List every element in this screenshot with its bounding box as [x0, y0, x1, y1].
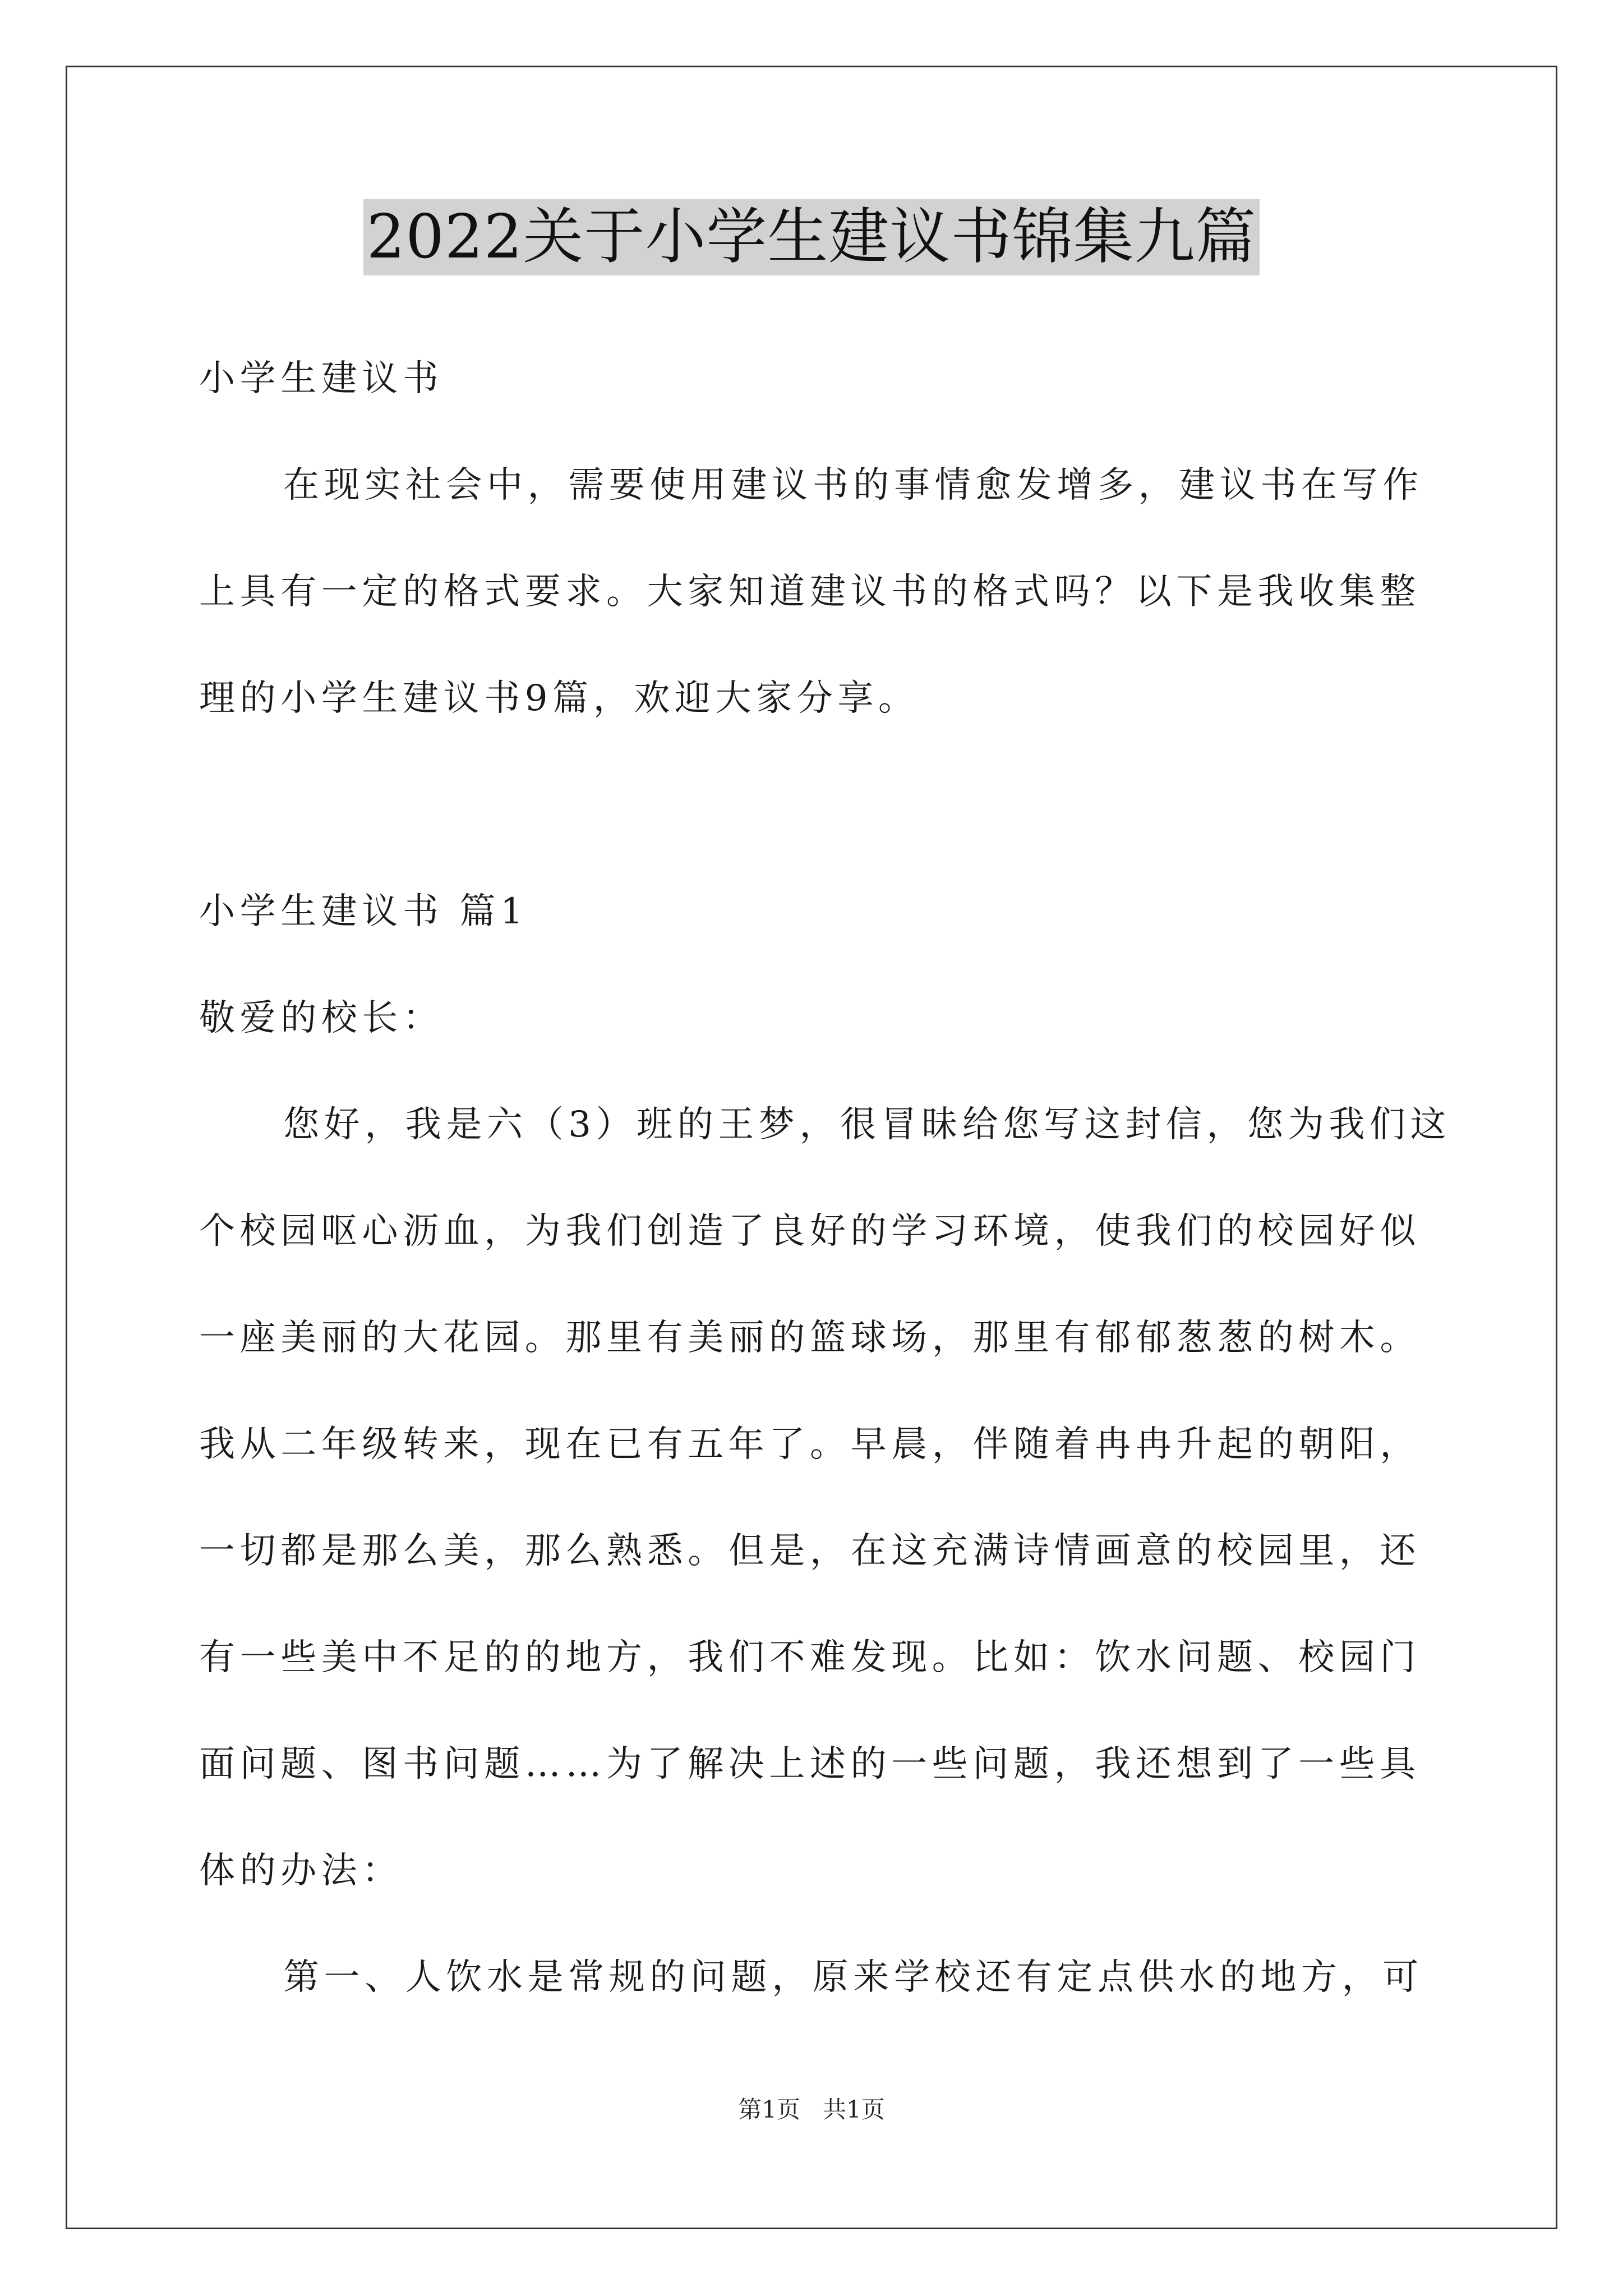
paragraph-line: 一座美丽的大花园。那里有美丽的篮球场，那里有郁郁葱葱的树木。: [199, 1317, 1421, 1359]
title-container: [0, 199, 1623, 275]
section-heading: 小学生建议书: [199, 358, 444, 399]
paragraph-line: 一切都是那么美，那么熟悉。但是，在这充满诗情画意的校园里，还: [199, 1530, 1421, 1572]
paragraph-line: 您好，我是六（3）班的王梦，很冒昧给您写这封信，您为我们这: [283, 1104, 1451, 1145]
paragraph-line: 理的小学生建议书9篇，欢迎大家分享。: [199, 678, 919, 719]
paragraph-line: 在现实社会中，需要使用建议书的事情愈发增多，建议书在写作: [283, 464, 1423, 506]
paragraph-line: 个校园呕心沥血，为我们创造了良好的学习环境，使我们的校园好似: [199, 1211, 1421, 1252]
paragraph-line: 体的办法：: [199, 1850, 403, 1892]
page-number: 第1页: [738, 2096, 800, 2123]
paragraph-line: 有一些美中不足的的地方，我们不难发现。比如：饮水问题、校园门: [199, 1637, 1421, 1678]
paragraph-line: 第一、人饮水是常规的问题，原来学校还有定点供水的地方，可: [283, 1957, 1423, 1998]
document-title: 2022关于小学生建议书锦集九篇: [363, 199, 1260, 275]
page-total: 共1页: [823, 2096, 885, 2123]
page-footer: [0, 2094, 1623, 2125]
salutation: 敬爱的校长：: [199, 997, 444, 1039]
article-heading: 小学生建议书 篇1: [199, 891, 528, 932]
paragraph-line: 我从二年级转来，现在已有五年了。早晨，伴随着冉冉升起的朝阳，: [199, 1424, 1421, 1465]
paragraph-line: 面问题、图书问题……为了解决上述的一些问题，我还想到了一些具: [199, 1743, 1421, 1785]
paragraph-line: 上具有一定的格式要求。大家知道建议书的格式吗？以下是我收集整: [199, 571, 1421, 613]
